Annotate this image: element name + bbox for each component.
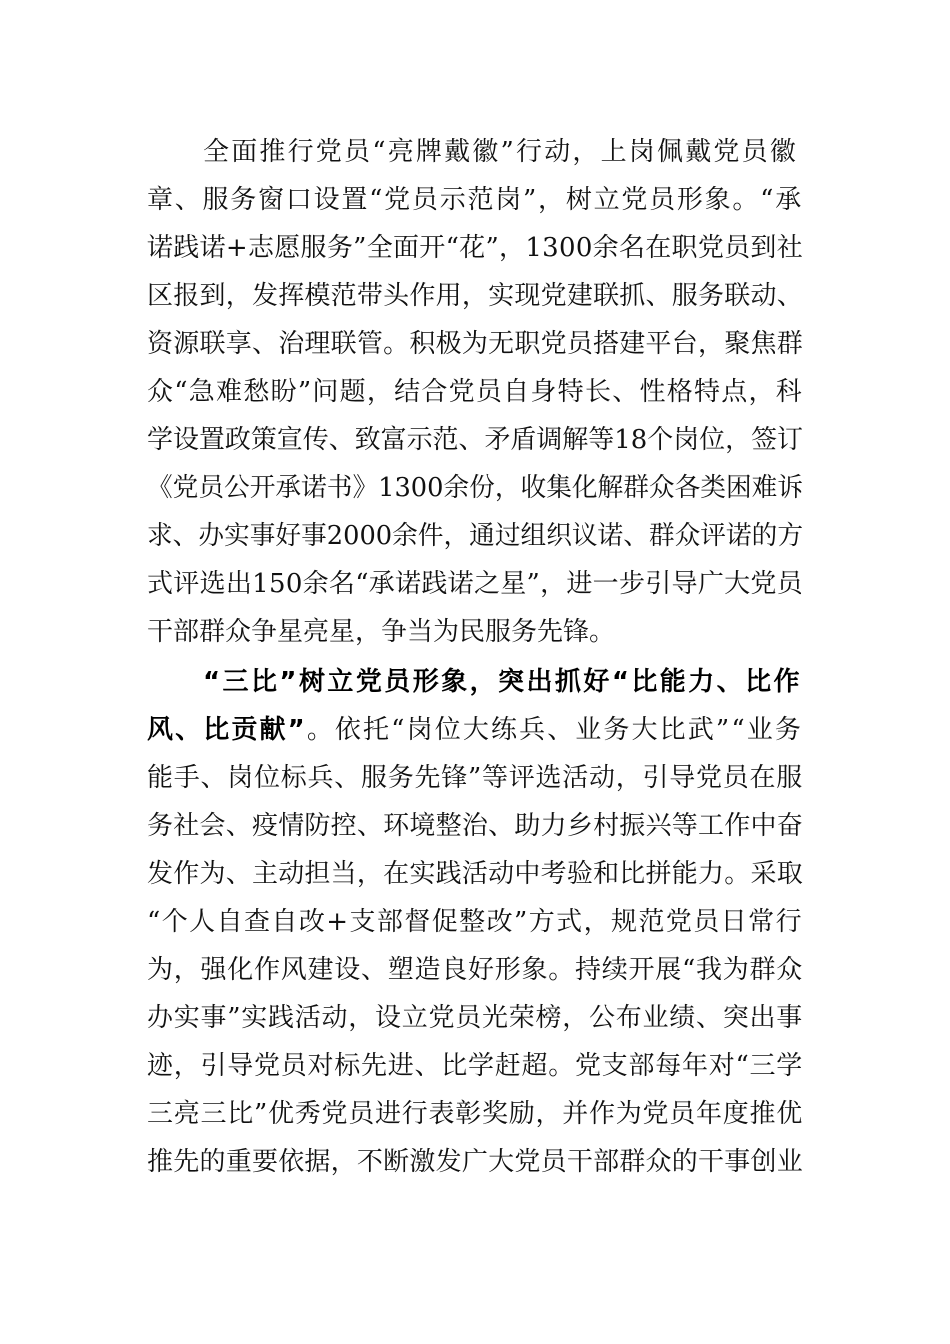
paragraph-1-line-5	[0, 320, 950, 368]
paragraph-1-line-8	[0, 464, 950, 512]
paragraph-1-line-6	[0, 368, 950, 416]
line-text: 《党员公开承诺书》1300余份，收集化解群众各类困难诉	[147, 473, 803, 503]
paragraph-1-line-7	[0, 416, 950, 464]
line-text: 迹，引导党员对标先进、比学赶超。党支部每年对“三学	[147, 1051, 803, 1081]
line-text: 求、办实事好事2000余件，通过组织议诺、群众评诺的方	[147, 521, 803, 551]
paragraph-2-line-6	[0, 898, 950, 946]
paragraph-1-line-4	[0, 272, 950, 320]
paragraph-1-line-1	[0, 128, 950, 176]
line-text: 推先的重要依据，不断激发广大党员干部群众的干事创业	[147, 1147, 803, 1177]
paragraph-2-heading-line-1	[0, 658, 950, 706]
line-text: 三亮三比”优秀党员进行表彰奖励，并作为党员年度推优	[147, 1099, 803, 1129]
line-text: 资源联享、治理联管。积极为无职党员搭建平台，聚焦群	[147, 329, 803, 359]
paragraph-2-line-11	[0, 1138, 950, 1186]
line-text: 式评选出150余名“承诺践诺之星”，进一步引导广大党员	[147, 569, 803, 599]
line-text: “个人自查自改+支部督促整改”方式，规范党员日常行	[147, 907, 803, 937]
paragraph-2-line-10	[0, 1090, 950, 1138]
paragraph-1-line-2	[0, 176, 950, 224]
paragraph-1-line-11	[0, 608, 950, 656]
line-text: 务社会、疫情防控、环境整治、助力乡村振兴等工作中奋	[147, 811, 803, 841]
paragraph-2-heading: “三比”树立党员形象，突出抓好“比能力、比作	[203, 667, 802, 697]
line-text: 区报到，发挥模范带头作用，实现党建联抓、服务联动、	[147, 281, 803, 311]
line-text: 为，强化作风建设、塑造良好形象。持续开展“我为群众	[147, 955, 803, 985]
paragraph-1-line-9	[0, 512, 950, 560]
paragraph-2-heading-end: 风、比贡献”	[147, 715, 307, 745]
line-text: 学设置政策宣传、致富示范、矛盾调解等18个岗位，签订	[147, 425, 803, 455]
line-text: 章、服务窗口设置“党员示范岗”，树立党员形象。“承	[147, 185, 803, 215]
paragraph-2-line-5	[0, 850, 950, 898]
paragraph-1-line-10	[0, 560, 950, 608]
line-text: 能手、岗位标兵、服务先锋”等评选活动，引导党员在服	[147, 763, 803, 793]
paragraph-2-line-2	[0, 706, 950, 754]
paragraph-2-line-7	[0, 946, 950, 994]
line-text: 办实事”实践活动，设立党员光荣榜，公布业绩、突出事	[147, 1003, 803, 1033]
line-text: 发作为、主动担当，在实践活动中考验和比拼能力。采取	[147, 859, 803, 889]
paragraph-2-line-8	[0, 994, 950, 1042]
paragraph-2-line-9	[0, 1042, 950, 1090]
line-text: 。依托“岗位大练兵、业务大比武”“业务	[306, 715, 803, 745]
line-text: 干部群众争星亮星，争当为民服务先锋。	[147, 617, 616, 647]
paragraph-2-line-4	[0, 802, 950, 850]
line-text: 诺践诺+志愿服务”全面开“花”，1300余名在职党员到社	[147, 233, 803, 263]
line-text: 众“急难愁盼”问题，结合党员自身特长、性格特点，科	[147, 377, 803, 407]
paragraph-1-line-3	[0, 224, 950, 272]
line-text: 全面推行党员“亮牌戴徽”行动，上岗佩戴党员徽	[203, 137, 798, 167]
paragraph-2-line-3	[0, 754, 950, 802]
